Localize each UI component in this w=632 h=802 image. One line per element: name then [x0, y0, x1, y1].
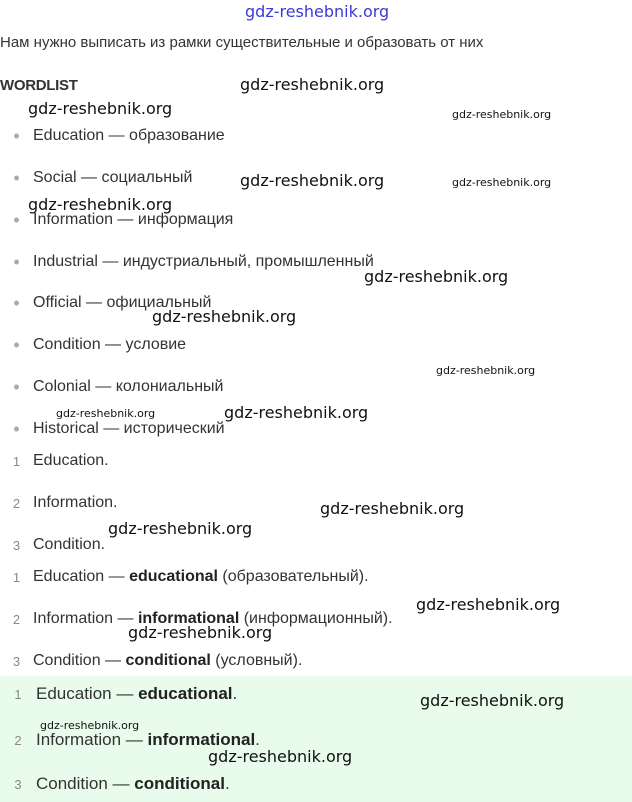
watermark: gdz-reshebnik.org [452, 108, 552, 121]
list-item-text: Condition — условие [33, 336, 187, 353]
watermark: gdz-reshebnik.org [452, 176, 552, 189]
answer-adjective: educational [138, 684, 233, 703]
derived-before: Condition — [33, 652, 126, 669]
watermark: gdz-reshebnik.org [245, 2, 390, 21]
answer-adjective: informational [147, 730, 256, 749]
list-item [0, 166, 193, 190]
watermark: gdz-reshebnik.org [56, 407, 156, 420]
number-marker: 2 [14, 732, 22, 748]
bullet-marker: • [13, 419, 20, 439]
derived-adjective: educational [129, 568, 218, 585]
watermark: gdz-reshebnik.org [240, 171, 385, 190]
derived-before: Education — [33, 568, 130, 585]
list-item [0, 449, 109, 473]
watermark: gdz-reshebnik.org [28, 99, 173, 118]
number-marker: 1 [12, 569, 21, 585]
answer-before: Condition — [36, 774, 135, 793]
list-item-text: Education — образование [33, 127, 225, 144]
list-item-text: Industrial — индустриальный, промышленный [33, 253, 374, 270]
answer-after: . [232, 684, 238, 703]
watermark: gdz-reshebnik.org [152, 307, 297, 326]
number-marker: 2 [12, 495, 21, 511]
list-item-text: Social — социальный [33, 169, 193, 186]
list-item [0, 417, 225, 441]
intro-text: Нам нужно выписать из рамки существительные и образовать от них [0, 34, 484, 51]
list-item-text: Colonial — колониальный [33, 378, 224, 395]
answer-after: . [255, 730, 260, 749]
watermark: gdz-reshebnik.org [364, 267, 509, 286]
bullet-marker: • [13, 210, 20, 230]
bullet-marker: • [13, 126, 20, 146]
answer-item [0, 682, 237, 706]
list-item-text: Official — официальный [33, 294, 212, 311]
list-item [0, 375, 223, 399]
watermark: gdz-reshebnik.org [320, 499, 465, 518]
answer-after: . [224, 774, 230, 793]
list-item-text: Education. [33, 452, 109, 469]
derived-before: Information — [33, 610, 138, 627]
watermark: gdz-reshebnik.org [224, 403, 369, 422]
list-item [0, 491, 117, 515]
list-item [0, 533, 105, 557]
watermark: gdz-reshebnik.org [420, 691, 565, 710]
bullet-marker: • [13, 293, 20, 313]
answer-before: Education — [36, 684, 139, 703]
number-marker: 3 [12, 537, 21, 553]
derived-after: (информационный). [239, 610, 393, 627]
watermark: gdz-reshebnik.org [128, 623, 273, 642]
list-item [0, 333, 186, 357]
list-item [0, 649, 302, 673]
derived-after: (условный). [210, 652, 303, 669]
watermark: gdz-reshebnik.org [208, 747, 353, 766]
watermark: gdz-reshebnik.org [436, 364, 536, 377]
list-item [0, 250, 374, 274]
number-marker: 2 [12, 611, 21, 627]
watermark: gdz-reshebnik.org [40, 719, 140, 732]
derived-adjective: informational [137, 610, 240, 627]
watermark: gdz-reshebnik.org [108, 519, 253, 538]
answer-adjective: conditional [134, 774, 225, 793]
number-marker: 3 [14, 776, 22, 792]
list-item-text: Condition. [33, 536, 106, 553]
bullet-marker: • [13, 252, 20, 272]
list-item [0, 124, 225, 148]
answer-item [0, 772, 230, 796]
list-item-text: Historical — исторический [33, 420, 225, 437]
derived-adjective: conditional [125, 652, 211, 669]
derived-after: (образовательный). [217, 568, 369, 585]
number-marker: 1 [12, 453, 21, 469]
number-marker: 3 [12, 653, 21, 669]
bullet-marker: • [13, 168, 20, 188]
watermark: gdz-reshebnik.org [240, 75, 385, 94]
bullet-marker: • [13, 377, 20, 397]
bullet-marker: • [13, 335, 20, 355]
list-item-text: Information. [33, 494, 118, 511]
answer-before: Information — [36, 730, 148, 749]
list-item-text: Information — информация [33, 211, 234, 228]
watermark: gdz-reshebnik.org [416, 595, 561, 614]
watermark: gdz-reshebnik.org [28, 195, 173, 214]
number-marker: 1 [14, 686, 22, 702]
wordlist-heading: WORDLIST [0, 77, 78, 94]
list-item [0, 565, 369, 589]
